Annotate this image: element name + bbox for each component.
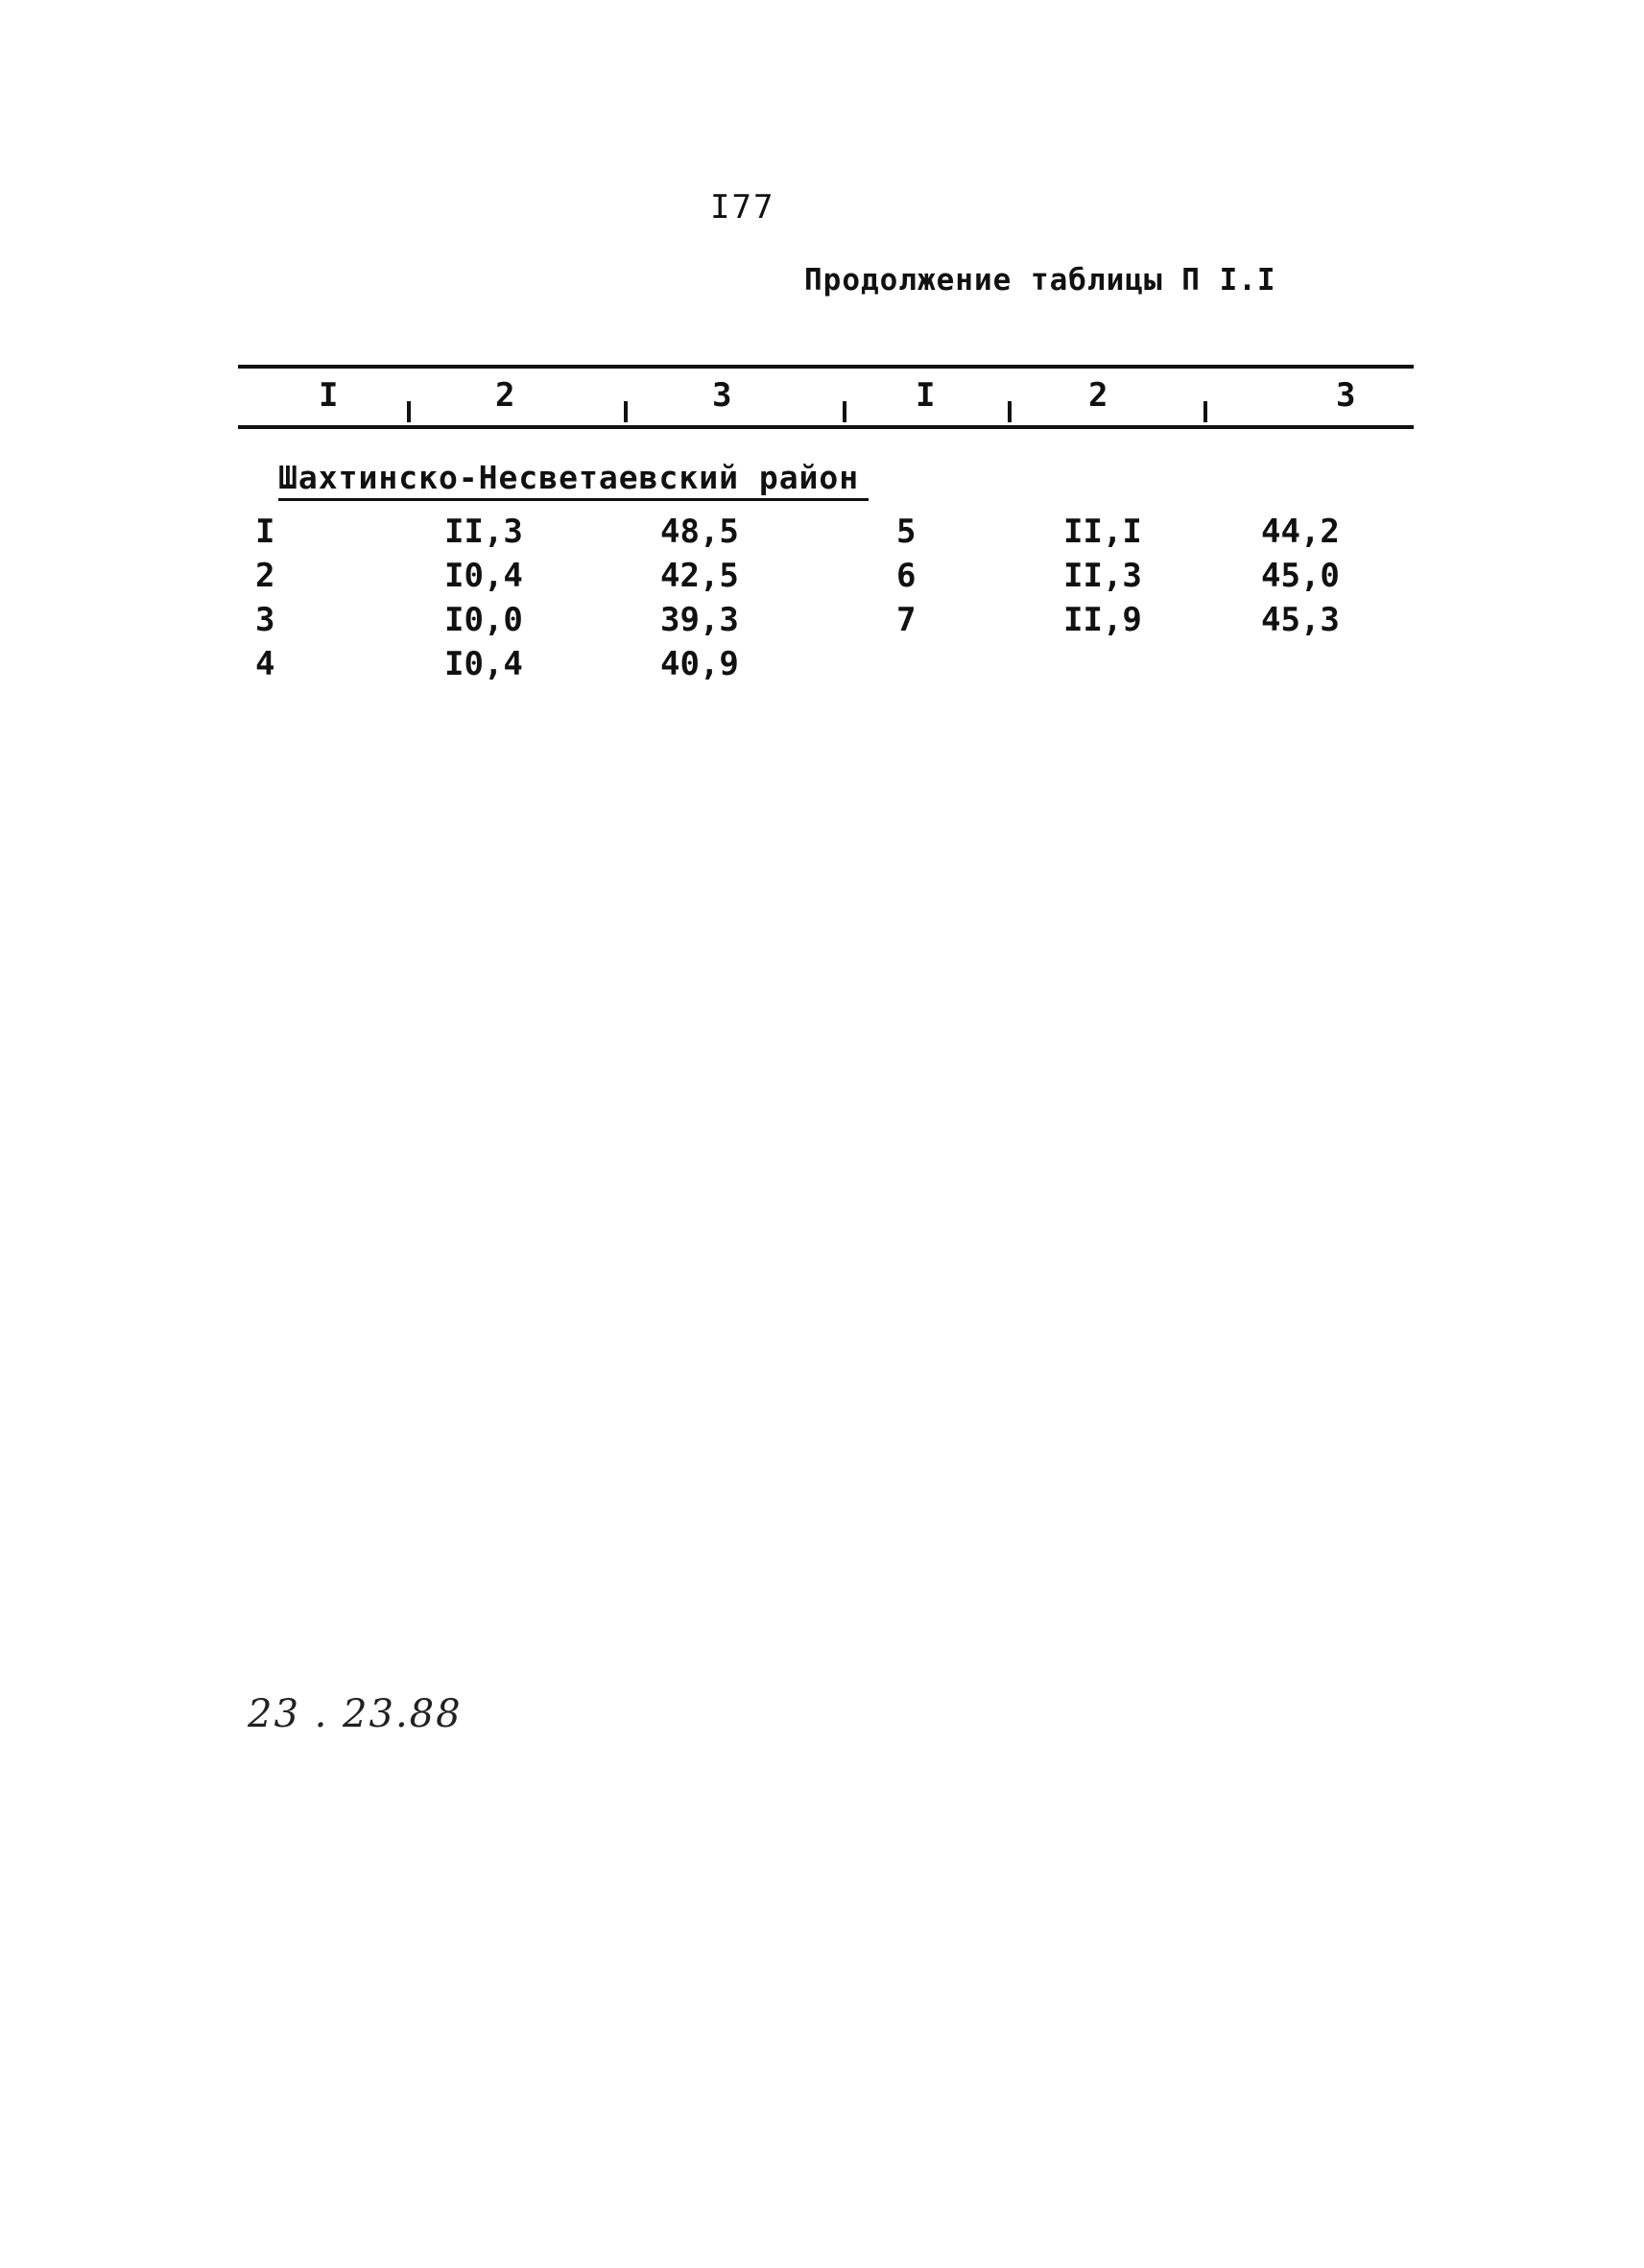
table-row bbox=[238, 601, 1414, 645]
table-cell: 2 bbox=[255, 557, 275, 595]
table-body bbox=[238, 513, 1414, 689]
header-cell-col5: 2 bbox=[1088, 376, 1108, 415]
table-cell: 7 bbox=[896, 601, 917, 639]
table-cell: I0,4 bbox=[444, 645, 523, 683]
table-cell: I bbox=[255, 513, 275, 551]
table-cell: 42,5 bbox=[660, 557, 739, 595]
table-top-rule bbox=[238, 365, 1414, 369]
table-row bbox=[238, 645, 1414, 689]
header-separator bbox=[1203, 401, 1207, 422]
table-cell: I0,0 bbox=[444, 601, 523, 639]
table-cell: I0,4 bbox=[444, 557, 523, 595]
table-cell: 48,5 bbox=[660, 513, 739, 551]
table-cell: 4 bbox=[255, 645, 275, 683]
table-row bbox=[238, 557, 1414, 601]
header-cell-col6: 3 bbox=[1336, 376, 1356, 415]
table-cell: 39,3 bbox=[660, 601, 739, 639]
table-cell: II,9 bbox=[1063, 601, 1142, 639]
table-cell: 3 bbox=[255, 601, 275, 639]
section-title: Шахтинско-Несветаевский район bbox=[278, 459, 869, 501]
header-cell-col1: I bbox=[319, 376, 339, 415]
header-separator bbox=[843, 401, 846, 422]
table-header-row bbox=[238, 372, 1414, 422]
table-cell: 45,3 bbox=[1261, 601, 1340, 639]
table-cell: 45,0 bbox=[1261, 557, 1340, 595]
table-cell: 44,2 bbox=[1261, 513, 1340, 551]
table-cell: 6 bbox=[896, 557, 917, 595]
header-separator bbox=[624, 401, 628, 422]
table-caption: Продолжение таблицы П I.I bbox=[804, 263, 1276, 298]
table-cell: 5 bbox=[896, 513, 917, 551]
header-cell-col3: 3 bbox=[712, 376, 732, 415]
header-cell-col4: I bbox=[916, 376, 936, 415]
table-cell: II,3 bbox=[444, 513, 523, 551]
header-separator bbox=[1008, 401, 1012, 422]
table-row bbox=[238, 513, 1414, 557]
table-cell: 40,9 bbox=[660, 645, 739, 683]
header-cell-col2: 2 bbox=[495, 376, 515, 415]
page-number: I77 bbox=[710, 188, 775, 227]
table-header-bottom-rule bbox=[238, 425, 1414, 429]
handwritten-note: 23 . 23.88 bbox=[248, 1692, 463, 1736]
table-cell: II,3 bbox=[1063, 557, 1142, 595]
header-separator bbox=[407, 401, 411, 422]
table-cell: II,I bbox=[1063, 513, 1142, 551]
